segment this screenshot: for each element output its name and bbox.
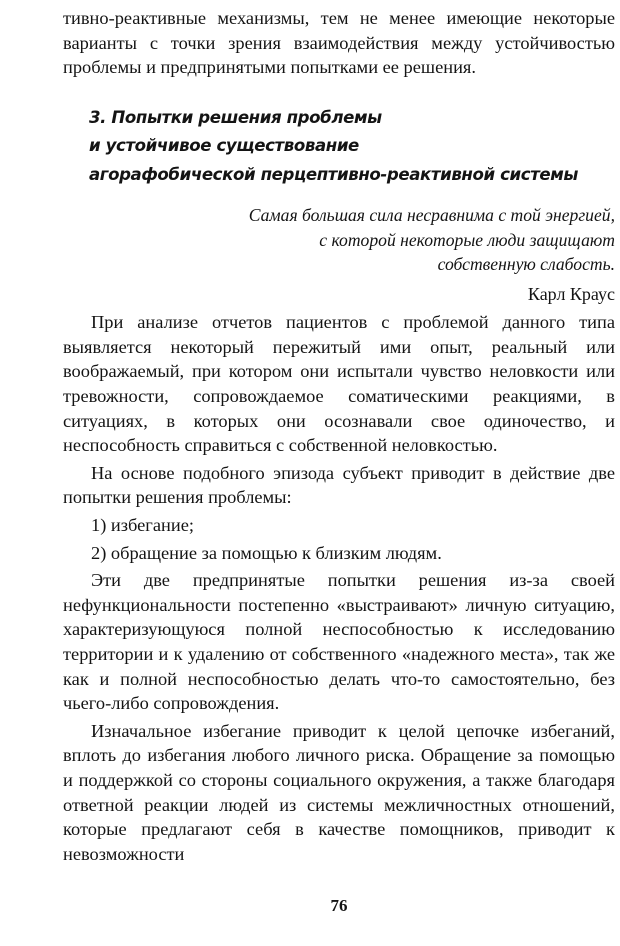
intro-paragraph: тивно-реактивные механизмы, тем не менее имеющие некоторые варианты с точки зрения взаимодействия между устойчивостью проблемы и предпринятыми попытками ее решения.: [63, 8, 615, 78]
section-heading: [89, 104, 615, 190]
body-paragraph: Эти две предпринятые попытки решения из-за своей нефункциональности постепенно «выстраивают» личную ситуацию, характеризующуюся полной неспособностью к исследованию территории и к удалению от собственного «надежного места», так же как и полной неспособностью делать что-то самостоятельно, без чьего-либо сопровождения.: [63, 570, 615, 714]
list-item: 2) обращение за помощью к близким людям.: [91, 542, 442, 563]
section-heading-line: 3. Попытки решения проблемы: [89, 107, 382, 127]
list-item: 1) избегание;: [91, 515, 194, 536]
page-number: 76: [330, 896, 348, 915]
body-paragraph: На основе подобного эпизода субъект приводит в действие две попытки решения проблемы:: [63, 462, 615, 508]
section-heading-line: и устойчивое существование: [89, 136, 359, 156]
book-page: [63, 6, 615, 936]
epigraph-quote: [63, 203, 615, 277]
epigraph-line: Самая большая сила несравнима с той энергией,: [248, 205, 615, 226]
epigraph-line: с которой некоторые люди защищают: [319, 229, 615, 250]
section-heading-line: агорафобической перцептивно-реактивной системы: [89, 164, 579, 184]
body-paragraph: При анализе отчетов пациентов с проблемой данного типа выявляется некоторый пережитый ими опыт, реальный или воображаемый, при котором они испытали чувство неловкости или тревожности, сопровождаемое соматическими реакциями, в ситуациях, в которых они осознавали свое одиночество, и неспособность справиться с собственной неловкостью.: [63, 312, 615, 456]
epigraph-line: собственную слабость.: [437, 254, 615, 275]
epigraph-author: Карл Краус: [527, 283, 615, 304]
body-paragraph: Изначальное избегание приводит к целой цепочке избеганий, вплоть до избегания любого личного риска. Обращение за помощью и поддержкой со стороны социального окружения, а также благодаря ответной реакции людей из системы межличностных отношений, которые предлагают себя в качестве помощников, приводит к невозможности: [63, 720, 615, 864]
